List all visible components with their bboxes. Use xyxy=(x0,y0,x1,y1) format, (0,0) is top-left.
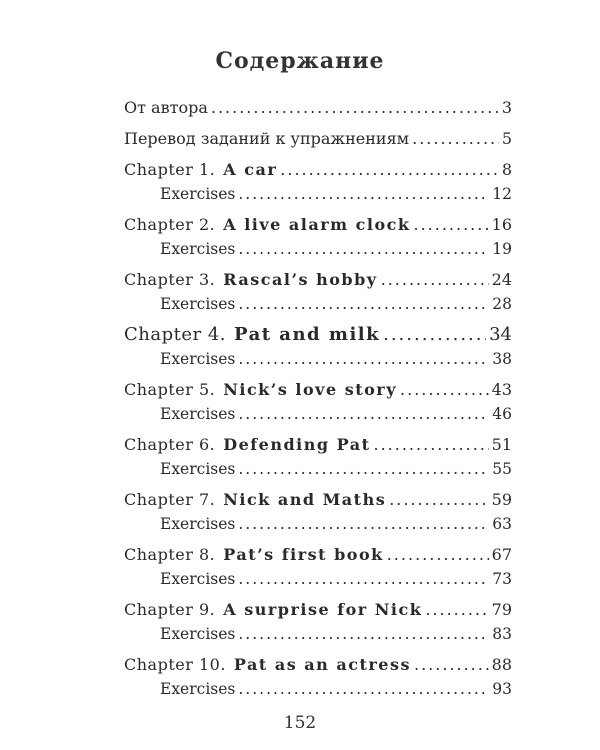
chapter-title: Pat and milk xyxy=(234,324,381,345)
chapter-page: 24 xyxy=(491,270,512,289)
chapter-number: Chapter 7. xyxy=(124,490,216,509)
toc-exercises-entry xyxy=(124,457,512,481)
exercises-label: Exercises xyxy=(160,295,236,313)
chapter-title: Nick’s love story xyxy=(223,380,398,399)
exercises-page: 55 xyxy=(492,460,512,478)
exercises-page: 38 xyxy=(492,350,512,368)
chapter-number: Chapter 9. xyxy=(124,600,216,619)
toc-chapter-entry xyxy=(124,323,512,347)
chapter-page: 8 xyxy=(501,160,512,179)
chapter-page: 43 xyxy=(491,380,512,399)
dot-leader xyxy=(374,433,489,457)
entry-label: От автора xyxy=(124,98,208,117)
toc-chapter-entry xyxy=(124,378,512,402)
toc-chapter-entry xyxy=(124,213,512,237)
chapter-number: Chapter 5. xyxy=(124,380,216,399)
chapter-title: A car xyxy=(223,160,278,179)
dot-leader xyxy=(414,653,489,677)
dot-leader xyxy=(238,512,489,536)
chapter-number: Chapter 6. xyxy=(124,435,216,454)
dot-leader xyxy=(400,378,489,402)
entry-page: 3 xyxy=(501,98,512,117)
exercises-page: 19 xyxy=(492,240,512,258)
chapter-title: A live alarm clock xyxy=(223,215,411,234)
dot-leader xyxy=(238,292,489,316)
toc-entry-foreword xyxy=(124,96,512,120)
chapter-page: 67 xyxy=(491,545,512,564)
toc-exercises-entry xyxy=(124,182,512,206)
dot-leader xyxy=(387,543,489,567)
dot-leader xyxy=(238,402,489,426)
exercises-label: Exercises xyxy=(160,680,236,698)
exercises-page: 63 xyxy=(492,515,512,533)
chapter-title: Pat as an actress xyxy=(233,655,411,674)
toc-exercises-entry xyxy=(124,677,512,701)
toc-exercises-entry xyxy=(124,622,512,646)
dot-leader xyxy=(238,622,489,646)
dot-leader xyxy=(381,268,489,292)
chapter-number: Chapter 4. xyxy=(124,324,227,345)
chapter-title: Defending Pat xyxy=(223,435,371,454)
entry-page: 5 xyxy=(501,129,512,148)
toc-exercises-entry xyxy=(124,567,512,591)
dot-leader xyxy=(238,457,489,481)
toc-exercises-entry xyxy=(124,347,512,371)
toc-exercises-entry xyxy=(124,402,512,426)
exercises-label: Exercises xyxy=(160,570,236,588)
exercises-page: 83 xyxy=(492,625,512,643)
dot-leader xyxy=(412,127,499,151)
chapter-number: Chapter 8. xyxy=(124,545,216,564)
chapter-page: 51 xyxy=(491,435,512,454)
chapter-page: 16 xyxy=(491,215,512,234)
exercises-label: Exercises xyxy=(160,625,236,643)
chapter-page: 59 xyxy=(491,490,512,509)
chapter-page: 79 xyxy=(491,600,512,619)
chapter-title: Rascal’s hobby xyxy=(223,270,378,289)
toc-chapter-entry xyxy=(124,268,512,292)
dot-leader xyxy=(425,598,488,622)
entry-label: Перевод заданий к упражнениям xyxy=(124,129,410,148)
dot-leader xyxy=(383,323,486,347)
toc-chapter-entry xyxy=(124,488,512,512)
chapter-title: A surprise for Nick xyxy=(223,600,423,619)
chapter-number: Chapter 10. xyxy=(124,655,226,674)
toc-chapter-entry xyxy=(124,158,512,182)
exercises-page: 73 xyxy=(492,570,512,588)
toc-chapter-entry xyxy=(124,653,512,677)
dot-leader xyxy=(389,488,488,512)
dot-leader xyxy=(238,182,489,206)
exercises-page: 93 xyxy=(492,680,512,698)
toc-chapter-entry xyxy=(124,598,512,622)
exercises-label: Exercises xyxy=(160,515,236,533)
dot-leader xyxy=(280,158,499,182)
exercises-label: Exercises xyxy=(160,460,236,478)
chapter-page: 34 xyxy=(489,324,512,345)
toc-chapter-entry xyxy=(124,543,512,567)
toc-exercises-entry xyxy=(124,292,512,316)
toc-entry-translation xyxy=(124,127,512,151)
dot-leader xyxy=(238,677,489,701)
exercises-label: Exercises xyxy=(160,350,236,368)
exercises-label: Exercises xyxy=(160,185,236,203)
dot-leader xyxy=(238,347,489,371)
toc-exercises-entry xyxy=(124,512,512,536)
dot-leader xyxy=(238,237,489,261)
toc-exercises-entry xyxy=(124,237,512,261)
chapter-title: Nick and Maths xyxy=(223,490,387,509)
dot-leader xyxy=(238,567,489,591)
dot-leader xyxy=(413,213,488,237)
toc-chapter-entry xyxy=(124,433,512,457)
exercises-label: Exercises xyxy=(160,405,236,423)
exercises-page: 28 xyxy=(492,295,512,313)
chapter-number: Chapter 3. xyxy=(124,270,216,289)
chapter-number: Chapter 2. xyxy=(124,215,216,234)
chapter-number: Chapter 1. xyxy=(124,160,216,179)
chapter-title: Pat’s first book xyxy=(223,545,384,564)
page-title: Содержание xyxy=(215,48,385,74)
chapter-page: 88 xyxy=(491,655,512,674)
exercises-page: 46 xyxy=(492,405,512,423)
page-number: 152 xyxy=(283,713,317,733)
exercises-page: 12 xyxy=(492,185,512,203)
dot-leader xyxy=(211,96,499,120)
table-of-contents xyxy=(124,96,512,701)
exercises-label: Exercises xyxy=(160,240,236,258)
